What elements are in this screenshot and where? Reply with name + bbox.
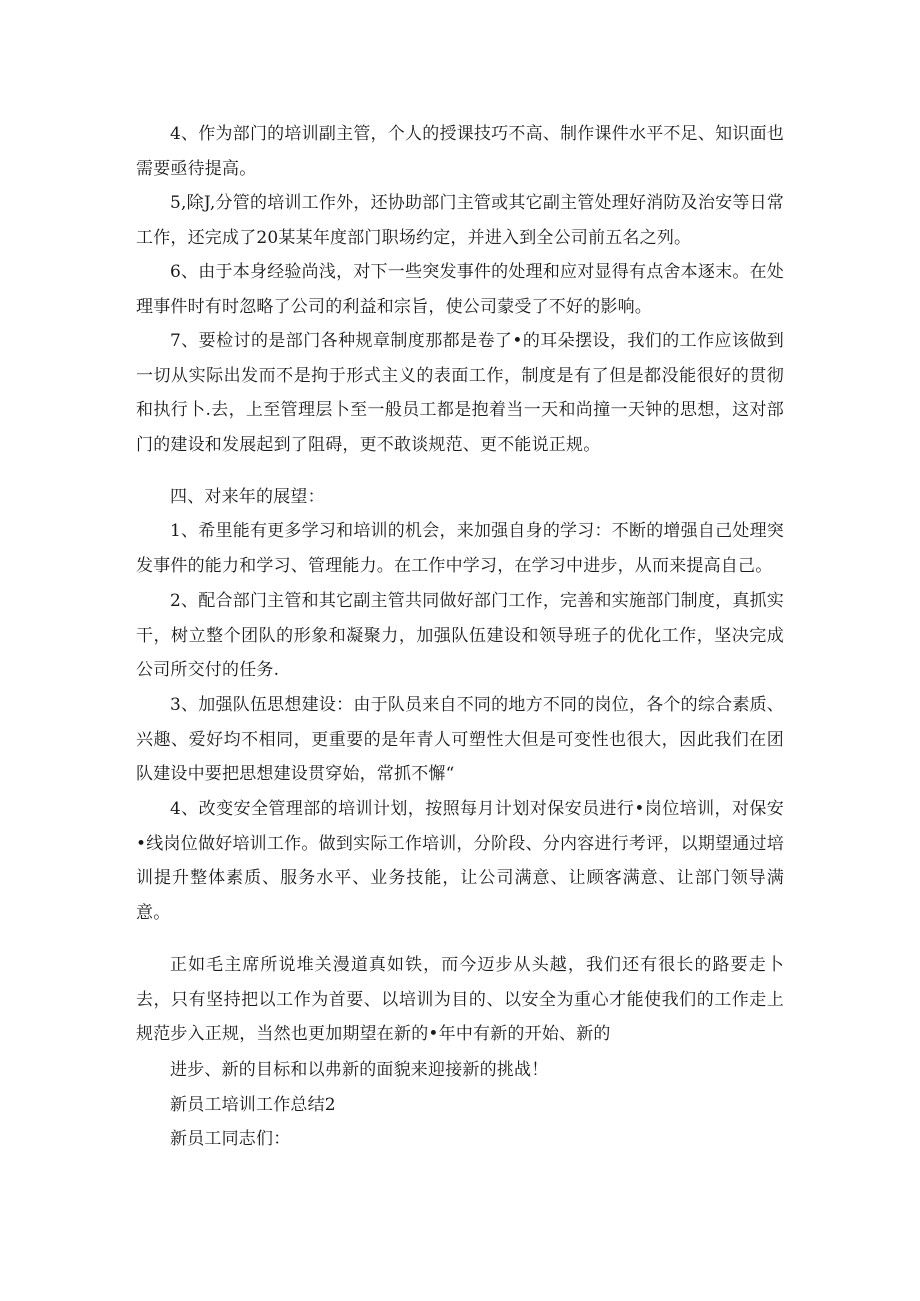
paragraph-outlook-4: 4、改变安全管理部的培训计划，按照每月计划对保安员进行•岗位培训，对保安•线岗位做好培训工作。做到实际工作培训，分阶段、分内容进行考评，以期望通过培训提升整体素质、服务水平、业务技能，让公司满意、让顾客满意、让部门领导满意。	[136, 799, 784, 923]
paragraph-item-4-trainer: 4、作为部门的培训副主管，个人的授课技巧不高、制作课件水平不足、知识面也需要亟待提高。	[136, 124, 784, 179]
paragraph-item-7-regulations: 7、要检讨的是部门各种规章制度那都是卷了•的耳朵摆设，我们的工作应该做到一切从实际出发而不是拘于形式主义的表面工作，制度是有了但是都没能很好的贯彻和执行卜.去，上至管理层卜至一般员工都是抱着当一天和尚撞一天钟的思想，这对部门的建设和发展起到了阻碍，更不敢谈规范、更不能说正规。	[136, 331, 784, 455]
paragraph-closing-continued: 进步、新的目标和以弗新的面貌来迎接新的挑战！	[170, 1060, 549, 1080]
section-title-summary-2: 新员工培训工作总结2	[170, 1095, 336, 1115]
paragraph-outlook-1: 1、希里能有更多学习和培训的机会，来加强自身的学习：不断的增强自己处理突发事件的能力和学习、管理能力。在工作中学习，在学习中进步，从而来提高自己。	[136, 521, 784, 576]
paragraph-closing: 正如毛主席所说堆关漫道真如铁，而今迈步从头越，我们还有很长的路要走卜去，只有坚持把以工作为首要、以培训为目的、以安全为重心才能使我们的工作走上规范步入正规，当然也更加期望在新的•年中有新的开始、新的	[136, 955, 784, 1044]
paragraph-item-5-duties: 5,除J,分管的培训工作外，还协助部门主管或其它副主管处理好消防及治安等日常工作，还完成了20某某年度部门职场约定，并进入到全公司前五名之列。	[136, 193, 784, 248]
salutation: 新员工同志们：	[170, 1129, 291, 1149]
section-heading-outlook: 四、对来年的展望：	[170, 487, 325, 507]
paragraph-item-6-experience: 6、由于本身经验尚浅，对下一些突发事件的处理和应对显得有点舍本逐末。在处理事件时有时忽略了公司的利益和宗旨，使公司蒙受了不好的影响。	[136, 262, 784, 317]
paragraph-outlook-3: 3、加强队伍思想建设：由于队员来自不同的地方不同的岗位，各个的综合素质、兴趣、爱好均不相同，更重要的是年青人可塑性大但是可变性也很大，因此我们在团队建设中要把思想建设贯穿始，常抓不懈“	[136, 695, 784, 784]
paragraph-outlook-2: 2、配合部门主管和其它副主管共同做好部门工作，完善和实施部门制度，真抓实干，树立整个团队的形象和凝聚力，加强队伍建设和领导班子的优化工作，坚决完成公司所交付的任务.	[136, 591, 784, 680]
